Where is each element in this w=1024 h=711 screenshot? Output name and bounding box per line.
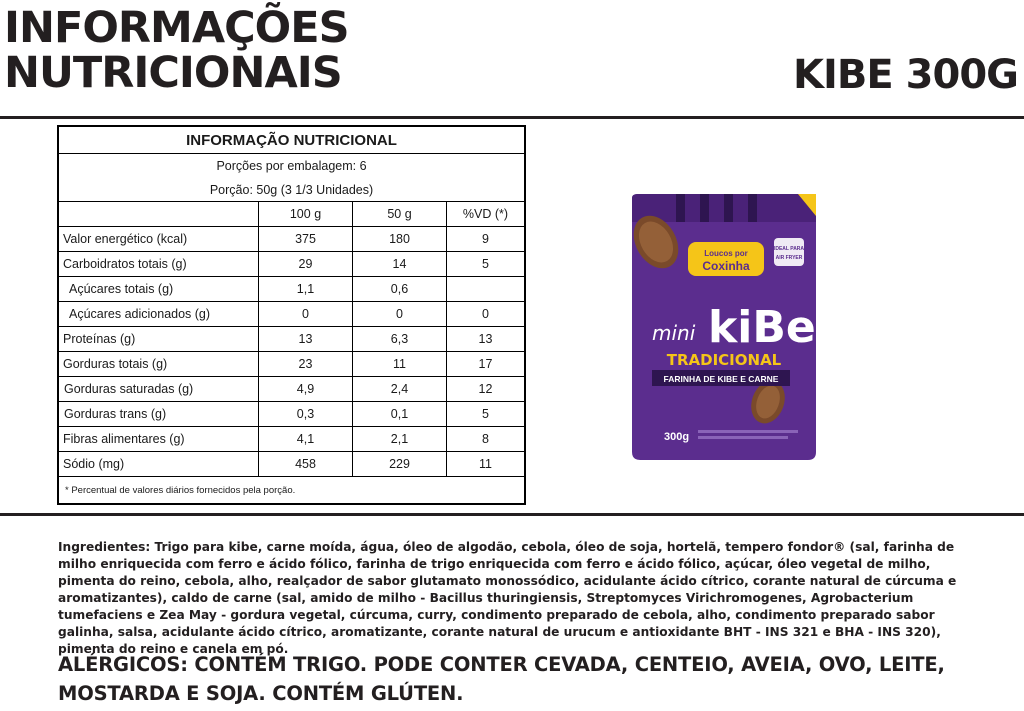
footnote: * Percentual de valores diários fornecidos pela porção. <box>65 484 296 496</box>
value-50g: 0,1 <box>353 402 447 427</box>
value-50g: 0,6 <box>353 277 447 302</box>
value-50g: 14 <box>353 252 447 277</box>
product-name: KIBE 300G <box>793 52 1018 98</box>
daily-value: 5 <box>447 252 524 277</box>
package-subtitle: FARINHA DE KIBE E CARNE <box>663 374 779 384</box>
value-100g: 1,1 <box>259 277 353 302</box>
page-title <box>4 3 349 98</box>
nutrition-grid <box>59 202 524 477</box>
nutrient-label: Gorduras saturadas (g) <box>59 377 259 402</box>
daily-value: 11 <box>447 452 524 477</box>
nutrition-table-title: INFORMAÇÃO NUTRICIONAL <box>59 127 524 154</box>
value-100g: 4,9 <box>259 377 353 402</box>
svg-text:AIR FRYER: AIR FRYER <box>775 255 803 261</box>
page-title-line-2: NUTRICIONAIS <box>4 48 342 98</box>
nutrient-label: Fibras alimentares (g) <box>59 427 259 452</box>
value-50g: 229 <box>353 452 447 477</box>
value-100g: 4,1 <box>259 427 353 452</box>
daily-value: 5 <box>447 402 524 427</box>
package-mini: mini <box>652 321 696 345</box>
column-header: 100 g <box>259 202 353 227</box>
divider-bottom <box>0 513 1024 516</box>
nutrient-label: Proteínas (g) <box>59 327 259 352</box>
nutrient-label: Gorduras trans (g) <box>59 402 259 427</box>
daily-value: 0 <box>447 302 524 327</box>
value-50g: 2,1 <box>353 427 447 452</box>
ingredients-text: Ingredientes: Trigo para kibe, carne moída, água, óleo de algodão, cebola, óleo de soja, hortelã, tempero fondor® (sal, farinha de milho enriquecida com ferro e ácido fólico, farinha de trigo enriquecida com ferro e ácido fólico, açúcar, óleo vegetal de milho, pimenta do reino, cebola, alho, realçador de sabor glutamato monossódico, acidulante ácido cítrico, corante natural de cúrcuma e aromatizantes), caldo de carne (sal, amido de milho - Bacillus thuringiensis, Streptomyces Virichromogenes, Agrobacterium tumefaciens e Zea May - gordura vegetal, cúrcuma, curry, condimento preparado de cebola, alho, condimento preparado sabor galinha, salsa, acidulante ácido cítrico, aromatizante, corante natural de urucum e antioxidante BHT - INS 321 e BHA - INS 320), pimenta do reino e canela em pó. <box>58 540 957 656</box>
value-50g: 2,4 <box>353 377 447 402</box>
value-50g: 180 <box>353 227 447 252</box>
column-header <box>59 202 259 227</box>
brand-line-1: Loucos por <box>704 249 748 258</box>
value-100g: 23 <box>259 352 353 377</box>
daily-value <box>447 277 524 302</box>
nutrient-label: Gorduras totais (g) <box>59 352 259 377</box>
value-50g: 6,3 <box>353 327 447 352</box>
value-100g: 13 <box>259 327 353 352</box>
package-flavor: TRADICIONAL <box>666 351 782 369</box>
value-100g: 458 <box>259 452 353 477</box>
daily-value: 12 <box>447 377 524 402</box>
nutrient-label: Valor energético (kcal) <box>59 227 259 252</box>
value-50g: 0 <box>353 302 447 327</box>
value-50g: 11 <box>353 352 447 377</box>
allergens-text: ALÉRGICOS: CONTÉM TRIGO. PODE CONTER CEVADA, CENTEIO, AVEIA, OVO, LEITE, MOSTARDA E SOJA. CONTÉM GLÚTEN. <box>58 653 945 705</box>
svg-text:IDEAL PARA: IDEAL PARA <box>773 246 805 252</box>
nutrient-label: Açúcares adicionados (g) <box>59 302 259 327</box>
page-title-line-1: INFORMAÇÕES <box>4 3 349 53</box>
divider-top <box>0 116 1024 119</box>
nutrition-table <box>57 125 526 505</box>
package-name: kiBe <box>708 302 816 353</box>
brand-line-2: Coxinha <box>702 259 750 273</box>
nutrient-label: Açúcares totais (g) <box>59 277 259 302</box>
daily-value: 13 <box>447 327 524 352</box>
column-header: %VD (*) <box>447 202 524 227</box>
daily-value: 17 <box>447 352 524 377</box>
value-100g: 0,3 <box>259 402 353 427</box>
nutrient-label: Sódio (mg) <box>59 452 259 477</box>
servings-per-package: Porções por embalagem: 6 <box>216 159 367 173</box>
column-header: 50 g <box>353 202 447 227</box>
value-100g: 29 <box>259 252 353 277</box>
package-weight: 300g <box>664 431 690 443</box>
serving-size: Porção: 50g (3 1/3 Unidades) <box>59 178 524 202</box>
daily-value: 8 <box>447 427 524 452</box>
daily-value: 9 <box>447 227 524 252</box>
value-100g: 0 <box>259 302 353 327</box>
value-100g: 375 <box>259 227 353 252</box>
product-package-image <box>628 192 820 462</box>
nutrient-label: Carboidratos totais (g) <box>59 252 259 277</box>
